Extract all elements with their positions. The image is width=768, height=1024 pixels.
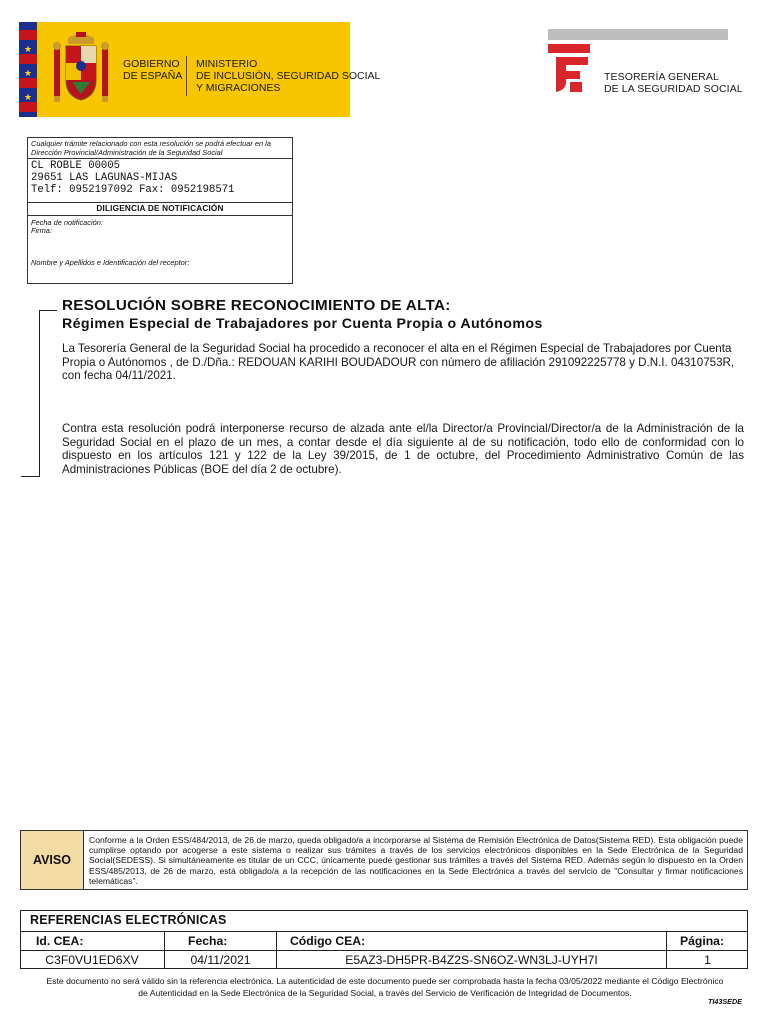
receptor-label: Nombre y Apellidos e Identificación del receptor: (31, 258, 190, 267)
firma-label: Firma: (31, 226, 52, 235)
government-name: GOBIERNO DE ESPAÑA (123, 58, 183, 82)
table-header-pagina: Página: (680, 934, 725, 948)
table-header-fecha: Fecha: (188, 934, 228, 948)
fecha-notificacion-label: Fecha de notificación: (31, 218, 103, 227)
address-line: CL ROBLE 00005 (31, 160, 121, 172)
resolution-paragraph: La Tesorería General de la Seguridad Social ha procedido a reconocer el alta en el Régimen Especial de Trabajadores por Cuenta Propia o Autónomos , de D./Dña.: REDOUAN KARIHI BOUDADOUR con número de afiliación 291092225778 y D.N.I. 04310753R, con fecha 04/11/2021. (62, 342, 735, 382)
diligencia-title: DILIGENCIA DE NOTIFICACIÓN (96, 204, 224, 213)
bracket-line (39, 310, 57, 311)
references-title: REFERENCIAS ELECTRÓNICAS (30, 913, 227, 927)
header-divider (186, 56, 187, 96)
table-cell-codigo-cea: E5AZ3-DH5PR-B4Z2S-SN6OZ-WN3LJ-UYH7I (345, 953, 598, 967)
table-header-id-cea: Id. CEA: (36, 934, 84, 948)
bracket-line (39, 310, 40, 477)
table-header-codigo-cea: Código CEA: (290, 934, 366, 948)
divider (20, 950, 748, 951)
table-cell-id-cea: C3F0VU1ED6XV (45, 953, 139, 967)
table-cell-pagina: 1 (704, 953, 711, 967)
notification-note: Cualquier trámite relacionado con esta resolución se podrá efectuar en la Dirección Provincial/Administración de la Seguridad Social (31, 139, 271, 157)
resolution-title: RESOLUCIÓN SOBRE RECONOCIMIENTO DE ALTA: (62, 297, 451, 314)
bracket-line (21, 476, 40, 477)
tgss-header-bar (548, 29, 728, 40)
address-line: Telf: 0952197092 Fax: 0952198571 (31, 184, 235, 196)
divider (27, 202, 293, 203)
appeal-paragraph: Contra esta resolución podrá interponerse recurso de alzada ante el/la Director/a Provincial/Director/a de la Administración de la Seguridad Social en el plazo de un mes, a contar desde el día siguiente al de su notificación, todo ello de conformidad con lo dispuesto en los artículos 121 y 122 de la Ley 39/2015, de 1 de octubre, del Procedimiento Administrativo Común de las Administraciones Públicas (BOE del día 2 de octubre). (62, 422, 744, 476)
table-cell-fecha: 04/11/2021 (190, 953, 251, 967)
resolution-subtitle: Régimen Especial de Trabajadores por Cuenta Propia o Autónomos (62, 316, 543, 332)
eu-flag-icon: ★ ★ ★ (19, 22, 37, 117)
tgss-name: TESORERÍA GENERAL DE LA SEGURIDAD SOCIAL (604, 71, 743, 95)
address-line: 29651 LAS LAGUNAS-MIJAS (31, 172, 178, 184)
coat-of-arms-icon (50, 30, 112, 108)
divider (27, 215, 293, 216)
aviso-text: Conforme a la Orden ESS/484/2013, de 26 de marzo, queda obligado/a a incorporarse al Sistema de Remisión Electrónica de Datos(Sistema RED). Esta obligación puede cumplirse optando por acogerse a este sistema o realizar sus trámites a través de los servicios electrónicos disponibles en la Sede Electrónica de la Seguridad Social(SEDESS). Si simultáneamente es titular de un CCC, únicamente puede gestionar sus trámites a través del Sistema RED. Además según lo dispuesto en la Orden ESS/485/2013, de 26 de marzo, está obligado/a a la recepción de las notificaciones en la Sede Electrónica a través del servicio de "Consultar y firmar notificaciones telemáticas". (89, 835, 743, 886)
divider (20, 931, 748, 932)
footer-legal-text: Este documento no será válido sin la referencia electrónica. La autenticidad de este documento puede ser comprobada hasta la fecha 03/05/2022 mediante el Código Electrónico de Autenticidad en la Sede Electrónica de la Seguridad Social, a través del Servicio de Verificación de Integridad de Documentos. (46, 976, 724, 999)
divider (27, 158, 293, 159)
ministry-name: MINISTERIO DE INCLUSIÓN, SEGURIDAD SOCIAL Y MIGRACIONES (196, 58, 381, 94)
aviso-label: AVISO (21, 831, 84, 889)
tgss-logo-icon (548, 44, 590, 94)
document-code: TI43SEDE (708, 997, 742, 1006)
